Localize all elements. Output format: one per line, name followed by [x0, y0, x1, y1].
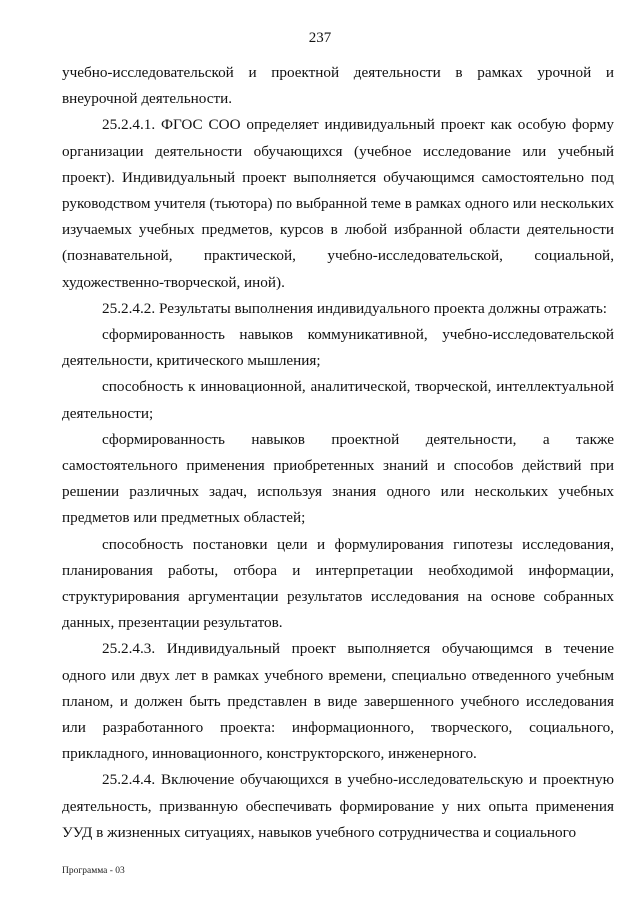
paragraph-25-2-4-2: 25.2.4.2. Результаты выполнения индивидуального проекта должны отражать:	[102, 299, 607, 317]
paragraph-25-2-4-4: 25.2.4.4. Включение обучающихся в учебно-исследовательскую и проектную деятельность, призванную обеспечивать формирование у них опыта применения УУД в жизненных ситуациях, навыков учебного сотрудничества и социального	[62, 771, 614, 841]
result-item-innovative: способность к инновационной, аналитической, творческой, интеллектуальной деятельности;	[62, 378, 614, 422]
result-item-project-skills: сформированность навыков проектной деятельности, а также самостоятельного применения приобретенных знаний и способов действий при решении различных задач, используя знания одного или нескольких учебных предметов или предметных областей;	[62, 430, 614, 527]
result-item-goal-setting: способность постановки цели и формулирования гипотезы исследования, планирования работы, отбора и интерпретации необходимой информации, структурирования аргументации результатов исследования на основе собранных данных, презентации результатов.	[62, 535, 614, 632]
document-body	[62, 60, 614, 846]
paragraph-25-2-4-1: 25.2.4.1. ФГОС СОО определяет индивидуальный проект как особую форму организации деятельности обучающихся (учебное исследование или учебный проект). Индивидуальный проект выполняется обучающимся самостоятельно под руководством учителя (тьютора) по выбранной теме в рамках одного или нескольких изучаемых учебных предметов, курсов в любой избранной области деятельности (познавательной, практической, учебно-исследовательской, социальной, художественно-творческой, иной).	[62, 116, 614, 291]
footer-label: Программа - 03	[62, 866, 125, 876]
paragraph-continuation: учебно-исследовательской и проектной деятельности в рамках урочной и внеурочной деятельности.	[62, 64, 614, 108]
paragraph-25-2-4-3: 25.2.4.3. Индивидуальный проект выполняется обучающимся в течение одного или двух лет в рамках учебного времени, специально отведенного учебным планом, и должен быть представлен в виде завершенного учебного исследования или разработанного проекта: информационного, творческого, социального, прикладного, инновационного, конструкторского, инженерного.	[62, 640, 614, 763]
page-number: 237	[308, 30, 332, 46]
result-item-communicative: сформированность навыков коммуникативной, учебно-исследовательской деятельности, критического мышления;	[62, 326, 614, 370]
